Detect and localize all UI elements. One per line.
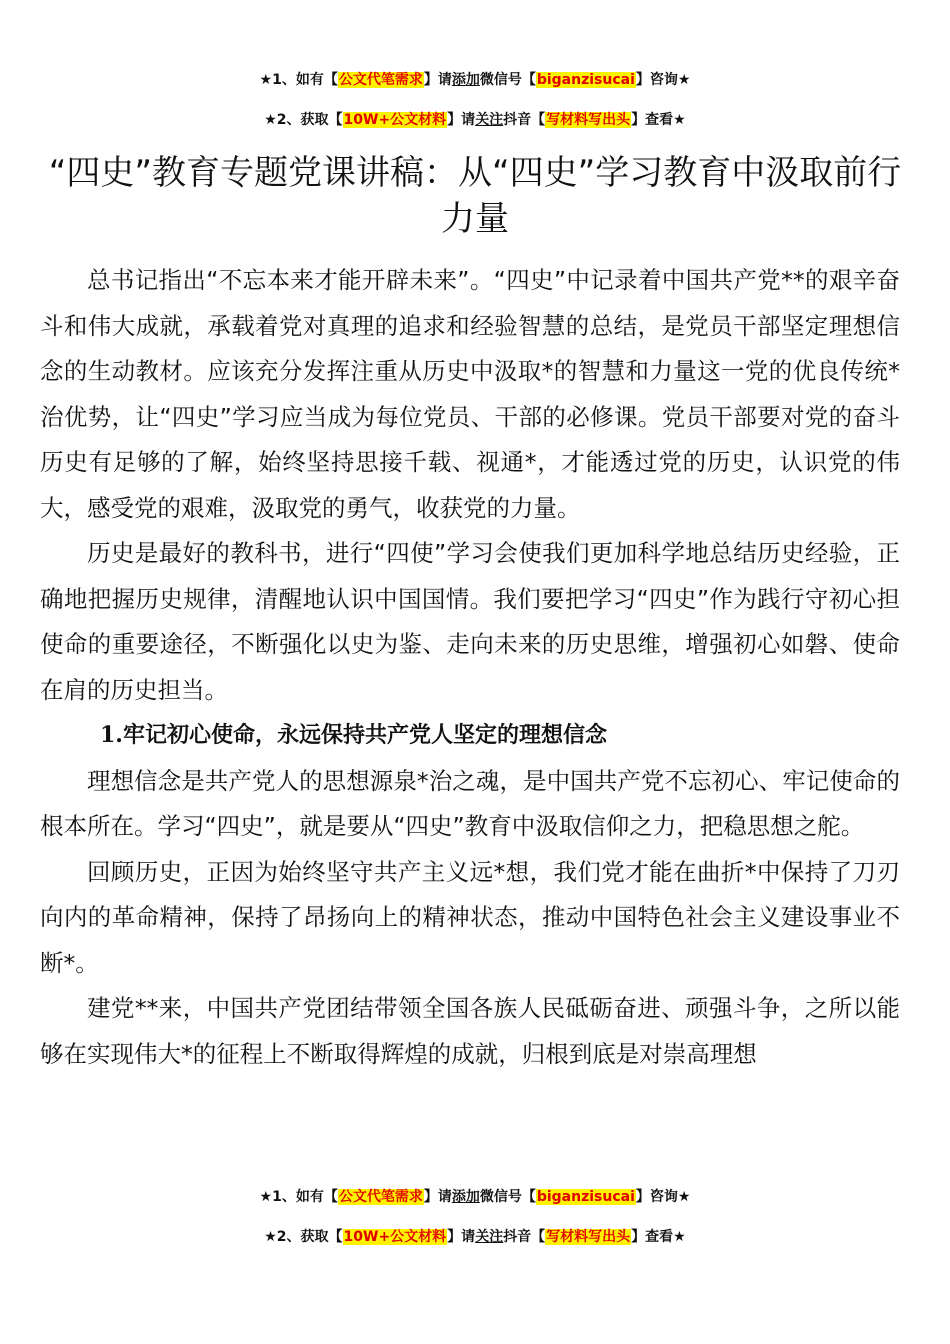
- banner-text: 】咨询★: [635, 1189, 691, 1205]
- banner-text: 】咨询★: [635, 72, 691, 88]
- bottom-banner-line-1: [0, 1187, 950, 1207]
- document-body: [40, 258, 900, 1077]
- paragraph: 总书记指出“不忘本来才能开辟未来”。“四史”中记录着中国共产党**的艰辛奋斗和伟大成就，承载着党对真理的追求和经验智慧的总结，是党员干部坚定理想信念的生动教材。应该充分发挥注重从历史中汲取*的智慧和力量这一党的优良传统*治优势，让“四史”学习应当成为每位党员、干部的必修课。党员干部要对党的奋斗历史有足够的了解，始终坚持思接千载、视通*，才能透过党的历史，认识党的伟大，感受党的艰难，汲取党的勇气，收获党的力量。: [40, 266, 900, 522]
- banner-underline-text: 添加: [451, 1189, 480, 1205]
- banner-highlight-wechat-id: biganzisucai: [536, 1189, 635, 1205]
- banner-highlight-douyin: 写材料写出头: [546, 112, 631, 128]
- banner-text: 】请: [423, 72, 452, 88]
- banner-highlight: 公文代笔需求: [338, 72, 423, 88]
- banner-underline-text: 添加: [451, 72, 480, 88]
- banner-text: ★1、如有【: [259, 1189, 338, 1205]
- paragraph: 建党**来，中国共产党团结带领全国各族人民砥砺奋进、顽强斗争，之所以能够在实现伟大*的征程上不断取得辉煌的成就，归根到底是对崇高理想: [40, 994, 900, 1068]
- banner-text: ★2、获取【: [264, 1229, 343, 1245]
- banner-text: 抖音【: [503, 112, 546, 128]
- top-banner-line-1: [0, 70, 950, 90]
- top-banner-line-2: [0, 110, 950, 130]
- paragraph: 历史是最好的教科书，进行“四使”学习会使我们更加科学地总结历史经验，正确地把握历史规律，清醒地认识中国国情。我们要把学习“四史”作为践行守初心担使命的重要途径，不断强化以史为鉴、走向未来的历史思维，增强初心如磐、使命在肩的历史担当。: [40, 539, 900, 704]
- banner-highlight: 10W+公文材料: [343, 112, 447, 128]
- banner-text: 微信号【: [479, 72, 536, 88]
- paragraph: 回顾历史，正因为始终坚守共产主义远*想，我们党才能在曲折*中保持了刀刃向内的革命精神，保持了昂扬向上的精神状态，推动中国特色社会主义建设事业不断*。: [40, 857, 900, 977]
- paragraph: 理想信念是共产党人的思想源泉*治之魂，是中国共产党不忘初心、牢记使命的根本所在。学习“四史”，就是要从“四史”教育中汲取信仰之力，把稳思想之舵。: [40, 766, 900, 840]
- banner-highlight: 10W+公文材料: [343, 1229, 447, 1245]
- banner-text: ★2、获取【: [264, 112, 343, 128]
- banner-text: 】请: [447, 112, 476, 128]
- banner-text: 抖音【: [503, 1229, 546, 1245]
- banner-text: 】查看★: [631, 112, 686, 128]
- banner-underline-text: 关注: [475, 1229, 504, 1245]
- section-heading: 1.牢记初心使命，永远保持共产党人坚定的理想信念: [100, 722, 607, 748]
- banner-highlight-douyin: 写材料写出头: [546, 1229, 631, 1245]
- banner-text: 微信号【: [479, 1189, 536, 1205]
- banner-text: ★1、如有【: [259, 72, 338, 88]
- document-title: “四史”教育专题党课讲稿：从“四史”学习教育中汲取前行力量: [48, 153, 902, 239]
- banner-underline-text: 关注: [475, 112, 504, 128]
- banner-text: 】请: [423, 1189, 452, 1205]
- banner-text: 】查看★: [631, 1229, 686, 1245]
- banner-highlight: 公文代笔需求: [338, 1189, 423, 1205]
- bottom-banner-line-2: [0, 1227, 950, 1247]
- banner-highlight-wechat-id: biganzisucai: [536, 72, 635, 88]
- banner-text: 】请: [447, 1229, 476, 1245]
